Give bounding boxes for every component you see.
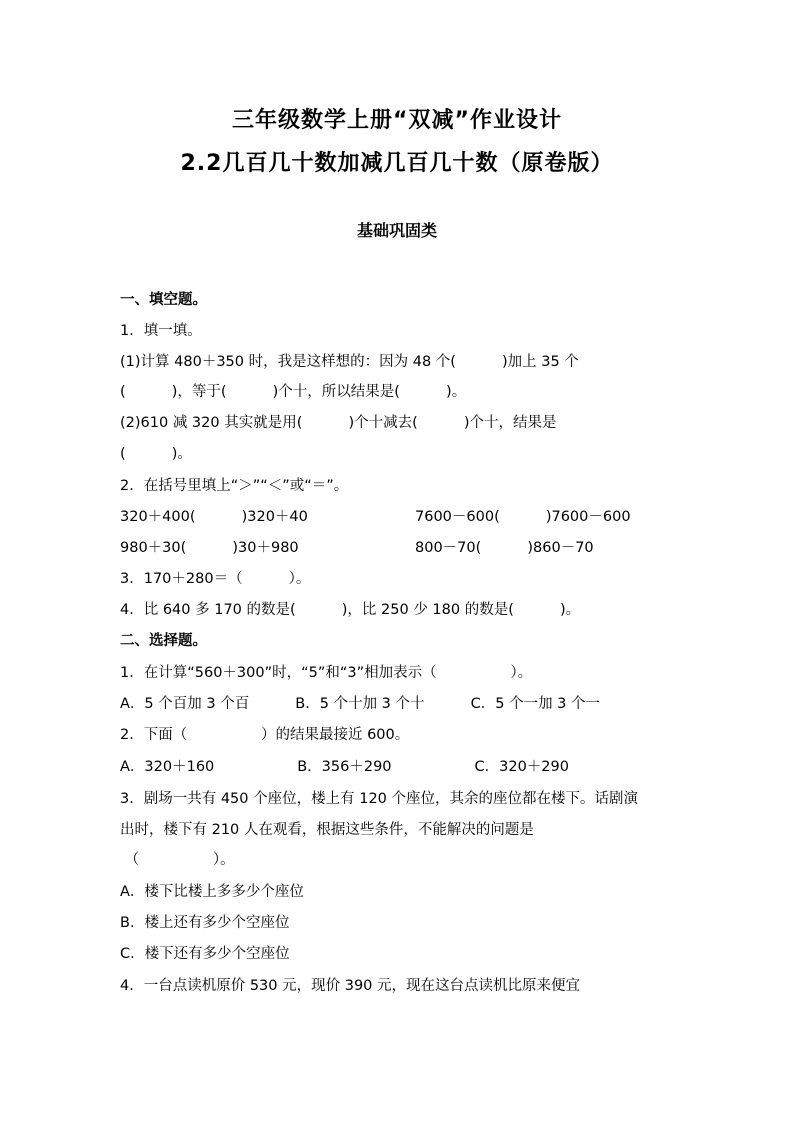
s2-q3-stem-line1: 3．剧场一共有 450 个座位，楼上有 120 个座位，其余的座位都在楼下。话剧演 (120, 791, 639, 807)
document-title-line1: 三年级数学上册“双减”作业设计 (232, 108, 562, 133)
s1-q1-label: 1．填一填。 (120, 323, 202, 339)
s1-q2-row1-left: 320＋400( )320＋40 (120, 509, 308, 525)
s2-q3-option-a: A．楼下比楼上多多少个座位 (120, 884, 304, 900)
s2-q4-stem-line1: 4．一台点读机原价 530 元，现价 390 元，现在这台点读机比原来便宜 (120, 978, 581, 994)
s2-q1-stem: 1．在计算“560＋300”时，“5”和“3”相加表示（ ）。 (120, 665, 533, 681)
s1-q1-part2-line2: ( )。 (120, 446, 192, 462)
s1-q1-part2-line1: (2)610 减 320 其实就是用( )个十减去( )个十，结果是 (120, 415, 557, 431)
s2-q2-stem: 2．下面（ ）的结果最接近 600。 (120, 727, 410, 743)
s2-q3-option-c: C．楼下还有多少个空座位 (120, 946, 290, 962)
s2-q3-stem-line2: 出时，楼下有 210 人在观看，根据这些条件，不能解决的问题是 (120, 822, 534, 838)
document-title-line2: 2.2几百几十数加减几百几十数（原卷版） (180, 151, 614, 176)
s1-q1-part1-line2: ( )，等于( )个十，所以结果是( )。 (120, 384, 467, 400)
s1-q2-row1-right: 7600－600( )7600－600 (415, 509, 631, 525)
section2-heading: 二、选择题。 (120, 633, 207, 649)
s1-q2-label: 2．在括号里填上“＞”“＜”或“＝”。 (120, 478, 349, 494)
s1-q4: 4．比 640 多 170 的数是( )，比 250 少 180 的数是( )。 (120, 602, 581, 618)
s2-q3-stem-line3: （ ）。 (120, 852, 235, 868)
section1-heading: 一、填空题。 (120, 292, 207, 308)
s2-q3-option-b: B．楼上还有多少个空座位 (120, 915, 290, 931)
s1-q2-row2-left: 980＋30( )30＋980 (120, 540, 299, 556)
s1-q2-row2-right: 800－70( )860－70 (415, 540, 594, 556)
s2-q2-options: A．320＋160 B．356＋290 C．320＋290 (120, 759, 569, 775)
s2-q1-options: A．5 个百加 3 个百 B．5 个十加 3 个十 C．5 个一加 3 个一 (120, 696, 601, 712)
s1-q1-part1-line1: (1)计算 480＋350 时，我是这样想的：因为 48 个( )加上 35 个 (120, 354, 579, 370)
s1-q3: 3．170＋280＝（ ）。 (120, 571, 311, 587)
section-category-title: 基础巩固类 (356, 221, 437, 240)
